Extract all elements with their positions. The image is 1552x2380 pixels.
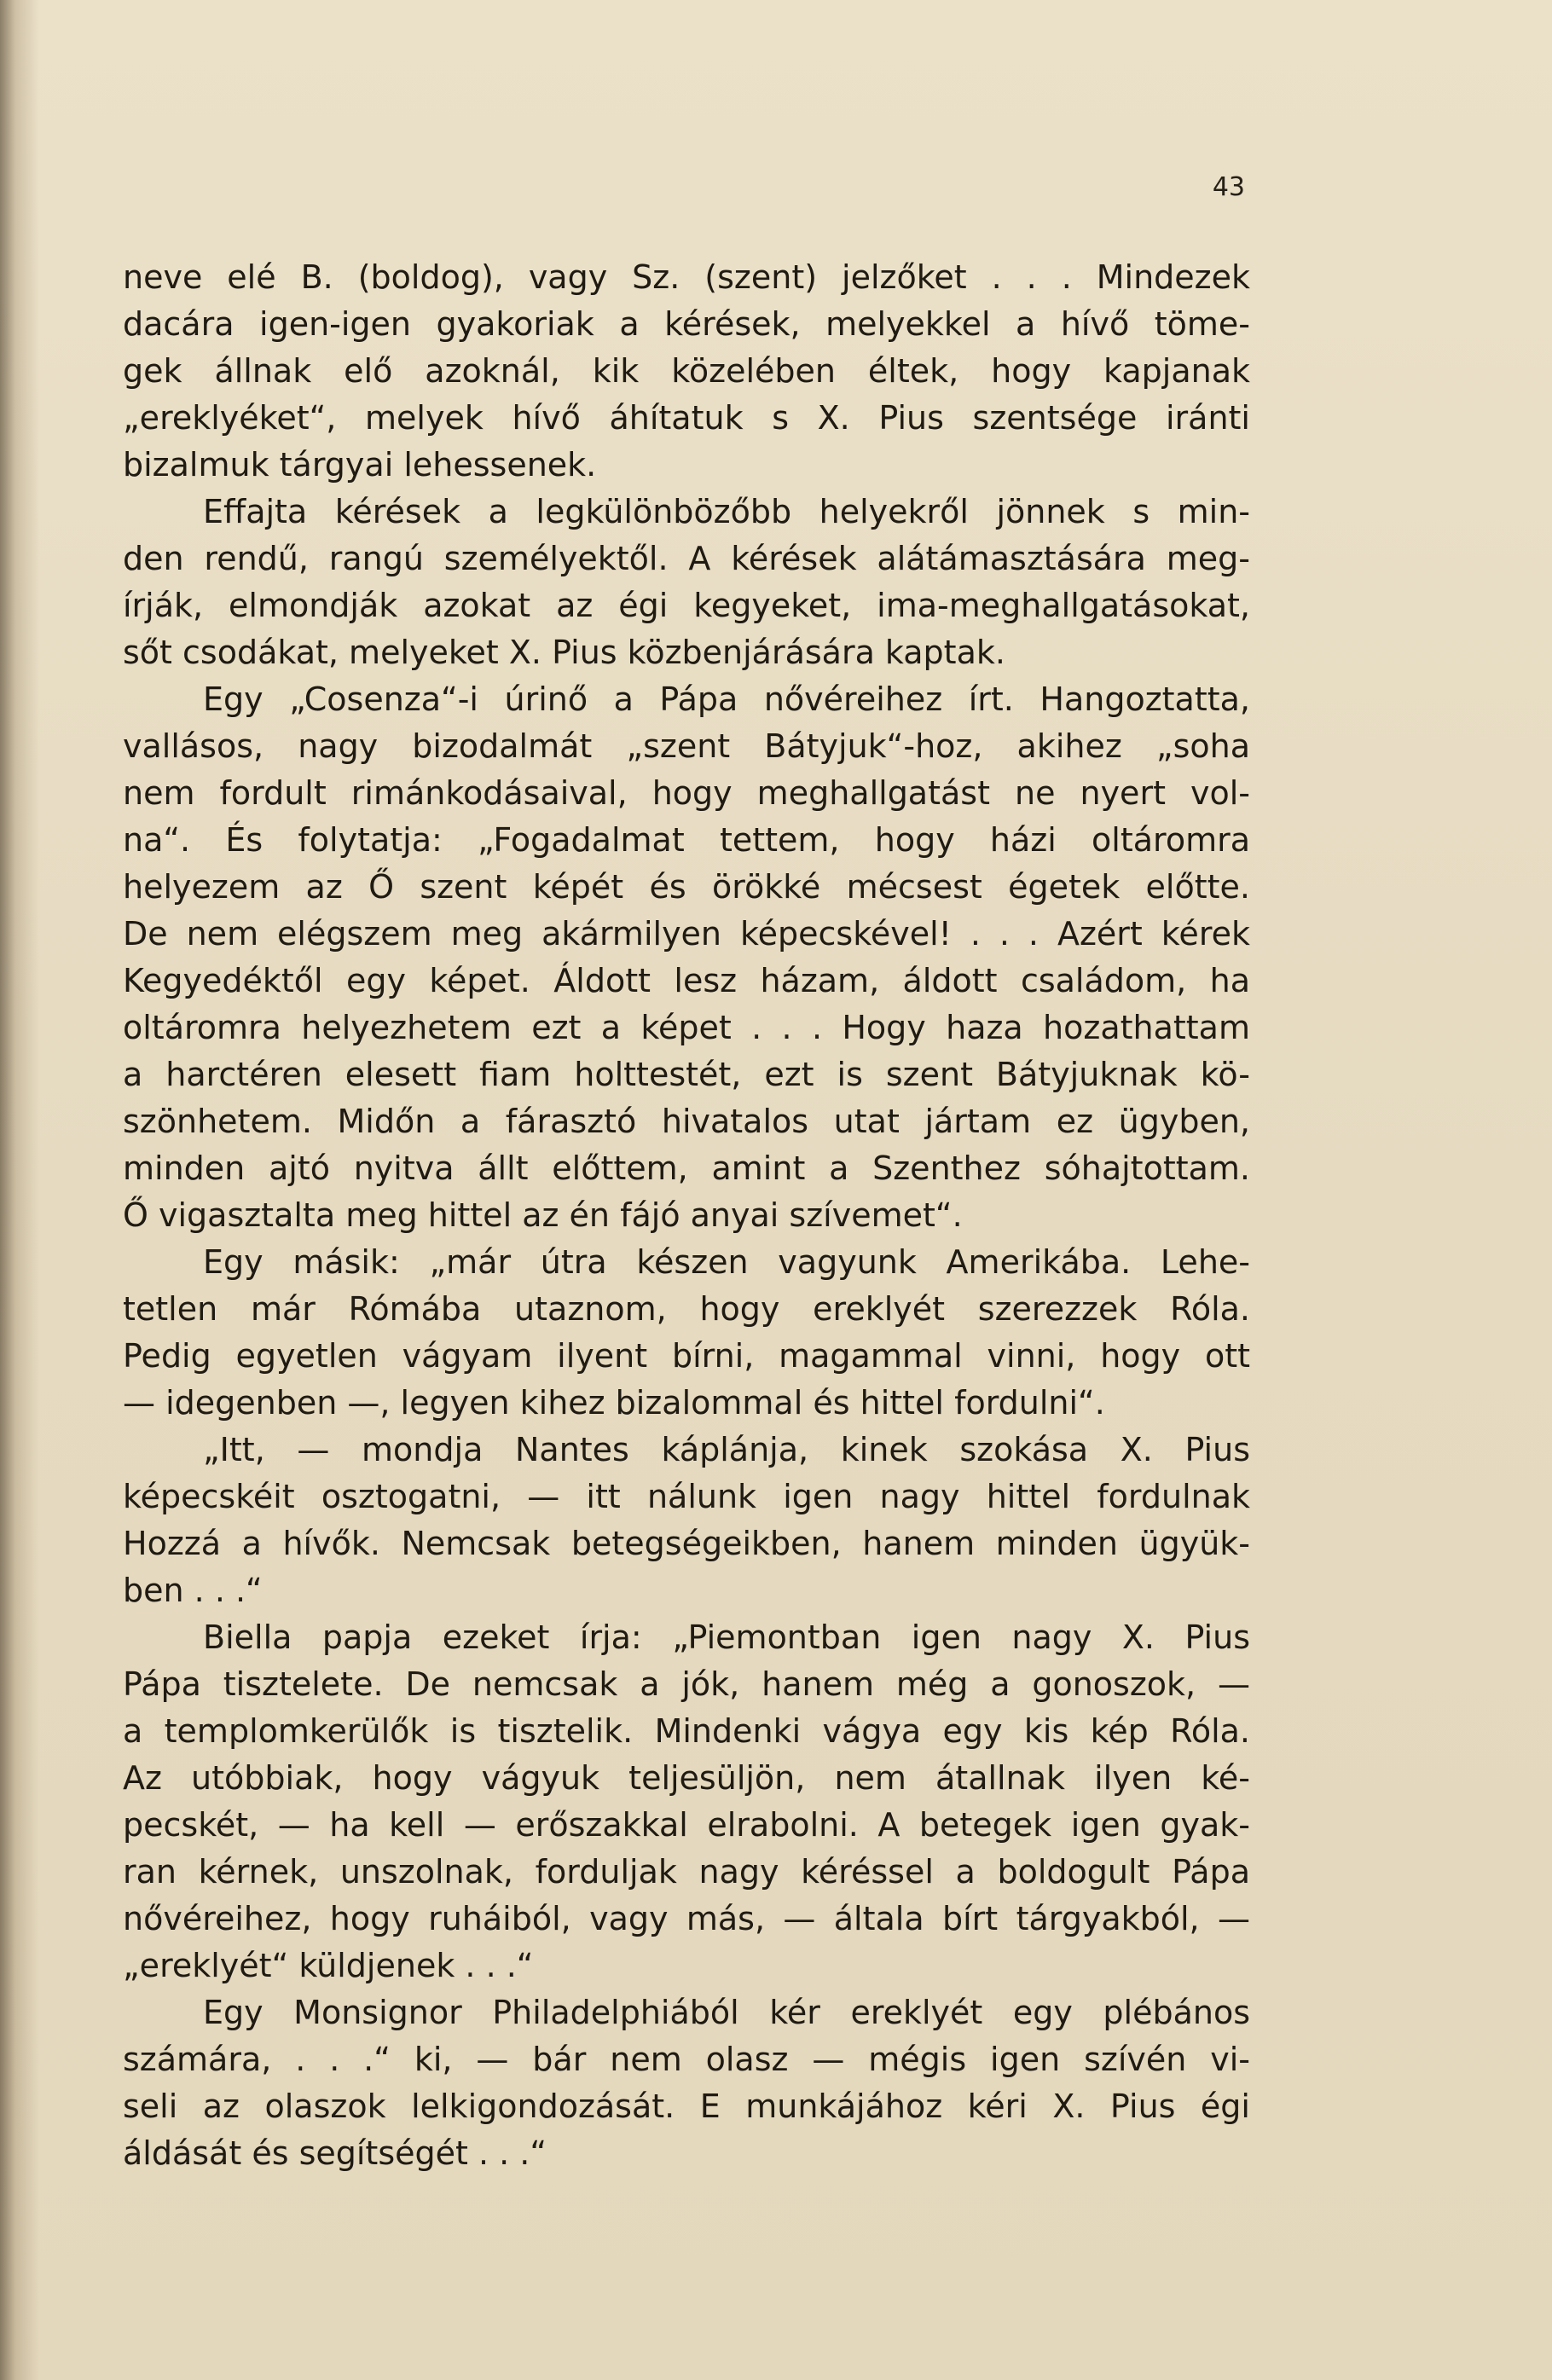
- text-line: neve elé B. (boldog), vagy Sz. (szent) jelzőket . . . Mindezek: [123, 258, 1250, 296]
- text-line: — idegenben —, legyen kihez bizalommal és hittel fordulni“.: [123, 1384, 1105, 1422]
- text-line: den rendű, rangú személyektől. A kérések alátámasztására meg-: [123, 540, 1250, 577]
- text-line: minden ajtó nyitva állt előttem, amint a Szenthez sóhajtottam.: [123, 1149, 1250, 1187]
- text-line: „ereklyéket“, melyek hívő áhítatuk s X. Pius szentsége iránti: [123, 399, 1250, 437]
- text-line: tetlen már Rómába utaznom, hogy ereklyét szerezzek Róla.: [123, 1290, 1250, 1328]
- text-line: szönhetem. Midőn a fárasztó hivatalos utat jártam ez ügyben,: [123, 1103, 1250, 1140]
- text-line: Egy „Cosenza“-i úrinő a Pápa nővéreihez írt. Hangoztatta,: [203, 680, 1250, 718]
- text-line: De nem elégszem meg akármilyen képecskével! . . . Azért kérek: [123, 915, 1250, 953]
- text-line: Pápa tisztelete. De nemcsak a jók, hanem még a gonoszok, —: [123, 1665, 1250, 1703]
- text-line: „Itt, — mondja Nantes káplánja, kinek szokása X. Pius: [203, 1431, 1250, 1468]
- text-line: ran kérnek, unszolnak, forduljak nagy kéréssel a boldogult Pápa: [123, 1853, 1250, 1891]
- text-line: Ő vigasztalta meg hittel az én fájó anyai szívemet“.: [123, 1196, 963, 1234]
- text-line: „ereklyét“ küldjenek . . .“: [123, 1947, 534, 1984]
- text-line: sőt csodákat, melyeket X. Pius közbenjárására kaptak.: [123, 634, 1005, 671]
- text-line: Az utóbbiak, hogy vágyuk teljesüljön, nem átallnak ilyen ké-: [123, 1759, 1250, 1797]
- text-line: a templomkerülők is tisztelik. Mindenki vágya egy kis kép Róla.: [123, 1712, 1250, 1750]
- text-line: pecskét, — ha kell — erőszakkal elrabolni. A betegek igen gyak-: [123, 1806, 1250, 1844]
- text-line: Egy másik: „már útra készen vagyunk Amerikába. Lehe-: [203, 1243, 1250, 1281]
- text-line: oltáromra helyezhetem ezt a képet . . . Hogy haza hozathattam: [123, 1009, 1250, 1046]
- page-number: 43: [1212, 172, 1245, 202]
- text-line: seli az olaszok lelkigondozását. E munkájához kéri X. Pius égi: [123, 2088, 1250, 2125]
- body-text: [123, 254, 1250, 2177]
- text-line: a harctéren elesett fiam holttestét, ezt is szent Bátyjuknak kö-: [123, 1056, 1250, 1093]
- text-line: számára, . . .“ ki, — bár nem olasz — mégis igen szívén vi-: [123, 2041, 1250, 2078]
- text-line: áldását és segítségét . . .“: [123, 2134, 547, 2172]
- text-line: ben . . .“: [123, 1572, 263, 1609]
- text-line: Effajta kérések a legkülönbözőbb helyekről jönnek s min-: [203, 493, 1250, 530]
- text-line: Egy Monsignor Philadelphiából kér ereklyét egy plébános: [203, 1994, 1250, 2031]
- text-line: írják, elmondják azokat az égi kegyeket, ima-meghallgatásokat,: [123, 587, 1250, 624]
- text-line: nővéreihez, hogy ruháiból, vagy más, — általa bírt tárgyakból, —: [123, 1900, 1250, 1937]
- text-line: na“. És folytatja: „Fogadalmat tettem, hogy házi oltáromra: [123, 821, 1250, 859]
- text-line: helyezem az Ő szent képét és örökké mécsest égetek előtte.: [123, 868, 1250, 906]
- text-line: bizalmuk tárgyai lehessenek.: [123, 446, 597, 484]
- text-line: Hozzá a hívők. Nemcsak betegségeikben, hanem minden ügyük-: [123, 1525, 1250, 1562]
- text-line: Pedig egyetlen vágyam ilyent bírni, magammal vinni, hogy ott: [123, 1337, 1250, 1375]
- text-line: Kegyedéktől egy képet. Áldott lesz házam, áldott családom, ha: [123, 962, 1250, 999]
- text-line: Biella papja ezeket írja: „Piemontban igen nagy X. Pius: [203, 1619, 1250, 1656]
- text-line: dacára igen-igen gyakoriak a kérések, melyekkel a hívő töme-: [123, 305, 1250, 343]
- text-line: nem fordult rimánkodásaival, hogy meghallgatást ne nyert vol-: [123, 774, 1250, 812]
- text-line: gek állnak elő azoknál, kik közelében éltek, hogy kapjanak: [123, 352, 1250, 390]
- text-line: képecskéit osztogatni, — itt nálunk igen nagy hittel fordulnak: [123, 1478, 1250, 1515]
- text-line: vallásos, nagy bizodalmát „szent Bátyjuk“-hoz, akihez „soha: [123, 727, 1250, 765]
